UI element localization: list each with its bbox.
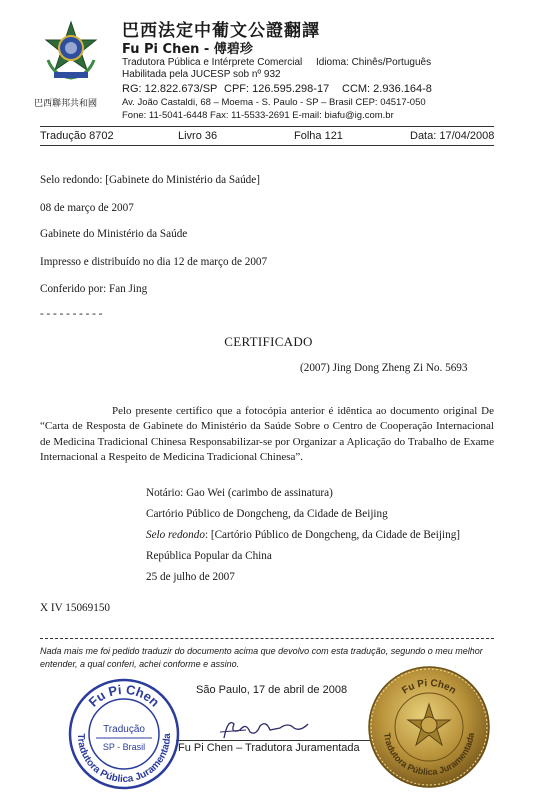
seal-line: Selo redondo: [Gabinete do Ministério da Saúde] [40, 174, 260, 186]
stamp-sp-text: SP - Brasil [102, 742, 146, 752]
signature-line [176, 740, 376, 741]
stamp-top-text: Fu Pi Chen [85, 681, 163, 710]
country-line: República Popular da China [146, 550, 272, 562]
translator-stamp [66, 676, 182, 792]
notary-line: Notário: Gao Wei (carimbo de assinatura) [146, 487, 333, 499]
certificate-title: CERTIFICADO [224, 334, 313, 349]
emblem-caption: 巴西聯邦共和國 [34, 98, 98, 108]
certificate-reference: (2007) Jing Dong Zheng Zi No. 5693 [300, 362, 468, 374]
cpf-number: CPF: 126.595.298-17 [224, 83, 330, 95]
document-date: Data: 17/04/2008 [410, 130, 495, 142]
dash-separator: - - - - - - - - - - [40, 308, 103, 320]
folha-number: Folha 121 [294, 130, 343, 142]
certificate-paragraph [40, 404, 494, 465]
document-code: X IV 15069150 [40, 602, 111, 614]
seal-value: : [Cartório Público de Dongcheng, da Cidade de Beijing] [204, 529, 461, 541]
translator-role: Tradutora Pública e Intérprete Comercial [122, 57, 303, 68]
stamp-ring-text: Tradutora Pública Juramentada [74, 733, 174, 786]
footer-rule [40, 638, 494, 639]
header-rule [40, 126, 494, 127]
signature-name: Fu Pi Chen – Tradutora Juramentada [178, 742, 360, 754]
registry-line: Cartório Público de Dongcheng, da Cidade de Beijing [146, 508, 388, 520]
office-line: Gabinete do Ministério da Saúde [40, 228, 188, 240]
date-line-1: 08 de março de 2007 [40, 202, 134, 214]
license: Habilitada pela JUCESP sob nº 932 [122, 69, 281, 80]
address: Av. João Castaldi, 68 – Moema - S. Paulo - SP – Brasil CEP: 04517-050 [122, 97, 426, 108]
closing-note: Nada mais me foi pedido traduzir do documento acima que devolvo com esta tradução, segundo o meu melhor entender, a qual conferi, achei conforme e assino. [40, 646, 483, 669]
translator-name: Fu Pi Chen - 傅碧珍 [122, 42, 253, 57]
seal-label: Selo redondo [146, 529, 205, 541]
paragraph-text: Pelo presente certifico que a fotocópia anterior é idêntica ao documento original De “Carta de Resposta de Gabinete do Ministério da Saúde Sobre o Centro de Cooperação Internacional de Medicina Tradicional Chinesa Responsabilizar-se por Organizar a Aplicação do Trabalho de Exame Internacional a Respeito de Medicina Tradicional Chinesa”. [40, 405, 494, 463]
traducao-number: Tradução 8702 [40, 130, 114, 142]
place-and-date: São Paulo, 17 de abril de 2008 [196, 684, 348, 696]
checked-line: Conferido por: Fan Jing [40, 283, 148, 295]
gold-seal [366, 664, 492, 790]
handwritten-signature [210, 716, 320, 742]
gold-seal-ring-text: Tradutora Pública Juramentada [382, 732, 476, 778]
header-chinese-title: 巴西法定中葡文公證翻譯 [122, 21, 320, 41]
languages: Idioma: Chinês/Português [316, 57, 432, 68]
ccm-number: CCM: 2.936.164-8 [342, 83, 432, 95]
meta-rule [40, 145, 494, 146]
brazil-coat-of-arms-emblem [40, 20, 102, 82]
printed-line: Impresso e distribuído no dia 12 de março de 2007 [40, 256, 268, 268]
rg-number: RG: 12.822.673/SP [122, 83, 218, 95]
contact-phones: Fone: 11-5041-6448 Fax: 11-5533-2691 E-mail: biafu@ig.com.br [122, 110, 394, 121]
date-line-2: 25 de julho de 2007 [146, 571, 235, 583]
livro-number: Livro 36 [178, 130, 218, 142]
seal-line-2 [146, 529, 460, 541]
gold-seal-top-text: Fu Pi Chen [400, 677, 458, 697]
stamp-middle-text: Tradução [103, 724, 145, 735]
